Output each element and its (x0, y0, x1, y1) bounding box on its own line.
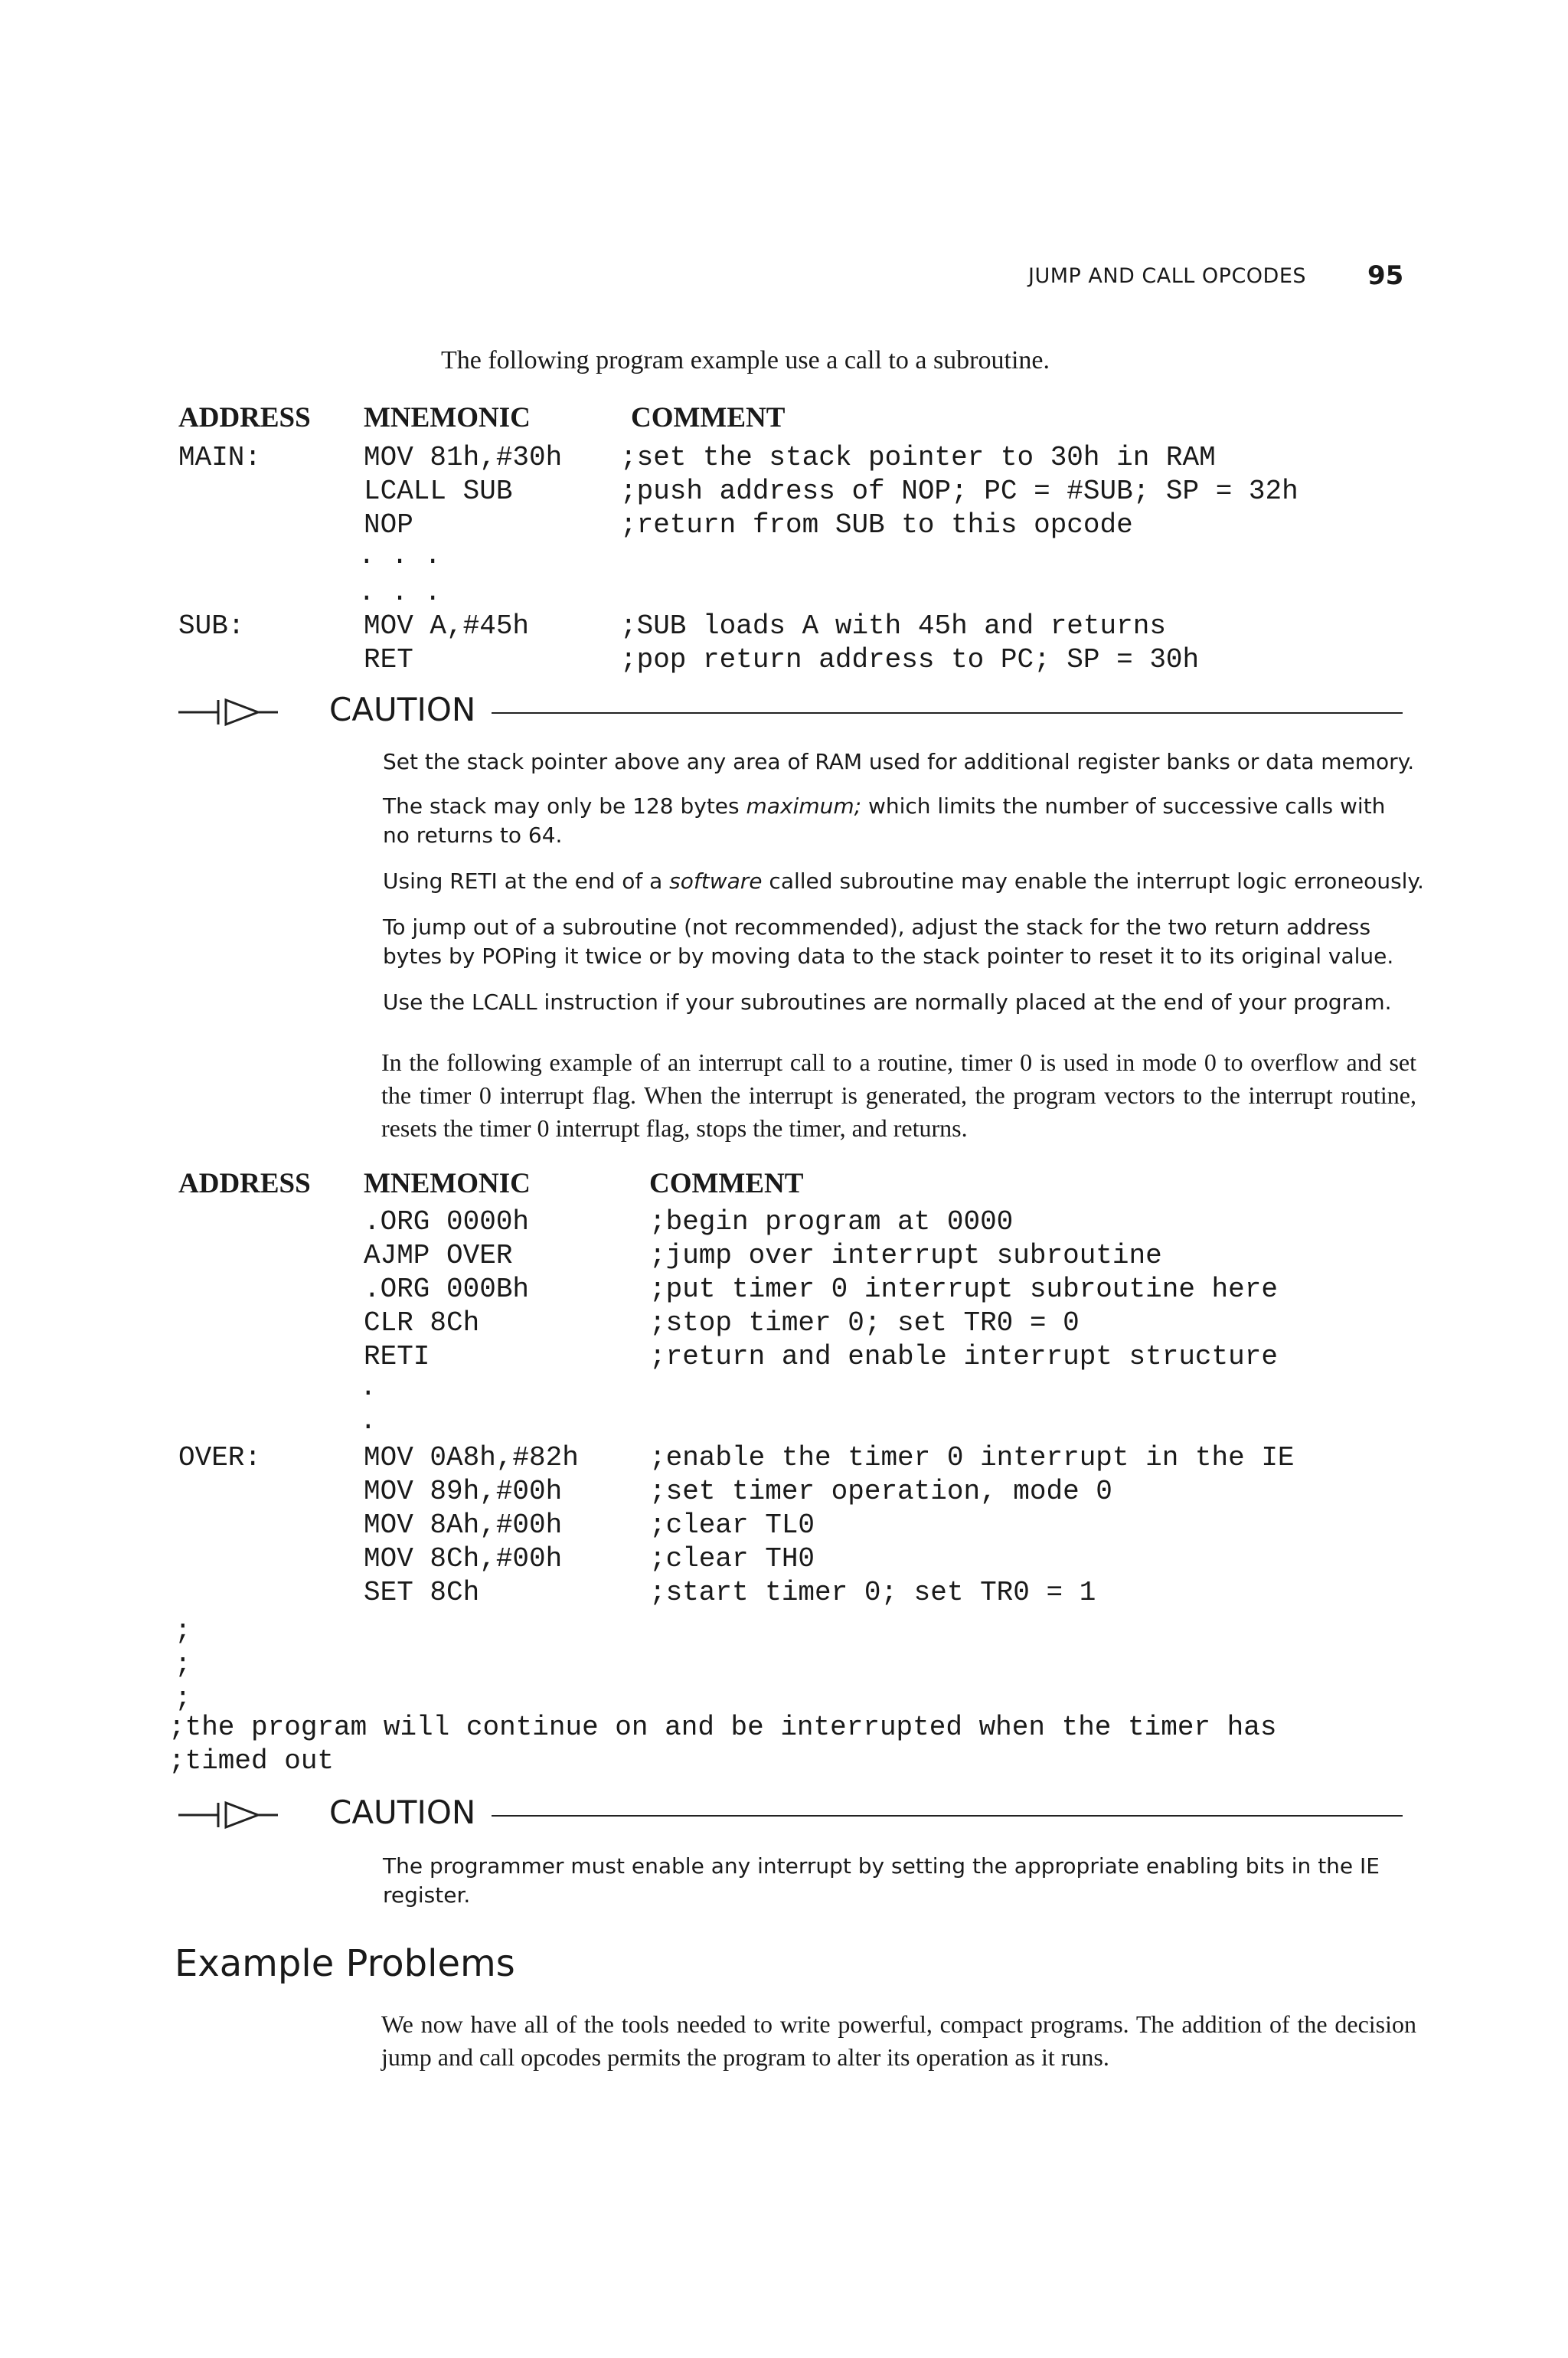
code-mnemonic: MOV 8Ch,#00h (364, 1543, 563, 1575)
caution-title: CAUTION (329, 691, 476, 728)
column-header-comment: COMMENT (649, 1168, 804, 1199)
example2-intro: In the following example of an interrupt call to a routine, timer 0 is used in mode 0 to overflow and set the timer 0 interrupt flag. When the interrupt is generated, the program vectors to the interrupt routine, resets the timer 0 interrupt flag, stops the timer, and returns. (381, 1048, 1416, 1142)
caution-item: The programmer must enable any interrupt by setting the appropriate enabling bits in the IE register. (383, 1853, 1380, 1908)
code-dot: . (360, 1405, 377, 1437)
caution-arrow-icon (178, 695, 316, 729)
code-comment: ;pop return address to PC; SP = 30h (620, 644, 1200, 675)
code-mnemonic: RET (364, 644, 413, 675)
code-comment: ;set timer operation, mode 0 (649, 1476, 1112, 1507)
code-address: SUB: (178, 610, 245, 642)
code-trailing: ; (175, 1615, 191, 1647)
code-mnemonic: MOV 8Ah,#00h (364, 1509, 563, 1541)
code-ellipsis: . . . (358, 540, 442, 571)
code-ellipsis: . . . (358, 577, 442, 608)
code-mnemonic: CLR 8Ch (364, 1307, 480, 1339)
code-mnemonic: AJMP OVER (364, 1240, 513, 1271)
column-header-address: ADDRESS (178, 402, 311, 433)
column-header-address: ADDRESS (178, 1168, 311, 1199)
code-mnemonic: MOV A,#45h (364, 610, 530, 642)
caution-item: Set the stack pointer above any area of RAM used for additional register banks or data memory. (383, 749, 1415, 774)
code-comment: ;push address of NOP; PC = #SUB; SP = 32h (620, 476, 1298, 507)
example1-intro: The following program example use a call to a subroutine. (441, 346, 1050, 374)
section-paragraph: We now have all of the tools needed to write powerful, compact programs. The addition of the decision jump and call opcodes permits the program to alter its operation as it runs. (381, 2010, 1416, 2071)
code-mnemonic: MOV 81h,#30h (364, 442, 563, 473)
code-trailing: ;timed out (168, 1745, 335, 1777)
code-comment: ;return and enable interrupt structure (649, 1341, 1278, 1372)
code-comment: ;start timer 0; set TR0 = 1 (649, 1577, 1096, 1608)
page-number: 95 (1367, 260, 1404, 291)
code-mnemonic: RETI (364, 1341, 430, 1372)
code-comment: ;put timer 0 interrupt subroutine here (649, 1274, 1278, 1305)
code-mnemonic: NOP (364, 509, 413, 541)
caution-title: CAUTION (329, 1794, 476, 1831)
code-comment: ;return from SUB to this opcode (620, 509, 1133, 541)
code-mnemonic: .ORG 000Bh (364, 1274, 530, 1305)
section-title: Example Problems (175, 1942, 515, 1985)
caution-rule (492, 1815, 1403, 1817)
code-comment: ;enable the timer 0 interrupt in the IE (649, 1442, 1295, 1473)
caution-item: Use the LCALL instruction if your subroutines are normally placed at the end of your program. (383, 989, 1392, 1015)
column-header-mnemonic: MNEMONIC (364, 402, 531, 433)
column-header-mnemonic: MNEMONIC (364, 1168, 531, 1199)
code-comment: ;stop timer 0; set TR0 = 0 (649, 1307, 1080, 1339)
code-comment: ;SUB loads A with 45h and returns (620, 610, 1166, 642)
caution-item: Using RETI at the end of a software called subroutine may enable the interrupt logic erroneously. (383, 868, 1424, 894)
code-comment: ;begin program at 0000 (649, 1206, 1014, 1238)
code-address: MAIN: (178, 442, 262, 473)
code-trailing: ;the program will continue on and be interrupted when the timer has (168, 1712, 1277, 1743)
code-mnemonic: MOV 0A8h,#82h (364, 1442, 579, 1473)
code-comment: ;jump over interrupt subroutine (649, 1240, 1162, 1271)
code-dot: . (360, 1372, 377, 1403)
code-comment: ;set the stack pointer to 30h in RAM (620, 442, 1216, 473)
running-header: JUMP AND CALL OPCODES (1028, 264, 1307, 288)
code-mnemonic: LCALL SUB (364, 476, 513, 507)
caution-item: To jump out of a subroutine (not recommended), adjust the stack for the two return address bytes by POPing it twice or by moving data to the stack pointer to reset it to its original value. (383, 914, 1394, 969)
code-mnemonic: SET 8Ch (364, 1577, 480, 1608)
code-trailing: ; (175, 1683, 191, 1714)
code-address: OVER: (178, 1442, 262, 1473)
caution-arrow-icon (178, 1798, 316, 1832)
code-mnemonic: .ORG 0000h (364, 1206, 530, 1238)
caution-rule (492, 712, 1403, 714)
code-trailing: ; (175, 1649, 191, 1680)
code-mnemonic: MOV 89h,#00h (364, 1476, 563, 1507)
caution-item: The stack may only be 128 bytes maximum; which limits the number of successive calls with no returns to 64. (383, 793, 1386, 848)
code-comment: ;clear TL0 (649, 1509, 815, 1541)
code-comment: ;clear TH0 (649, 1543, 815, 1575)
column-header-comment: COMMENT (631, 402, 786, 433)
